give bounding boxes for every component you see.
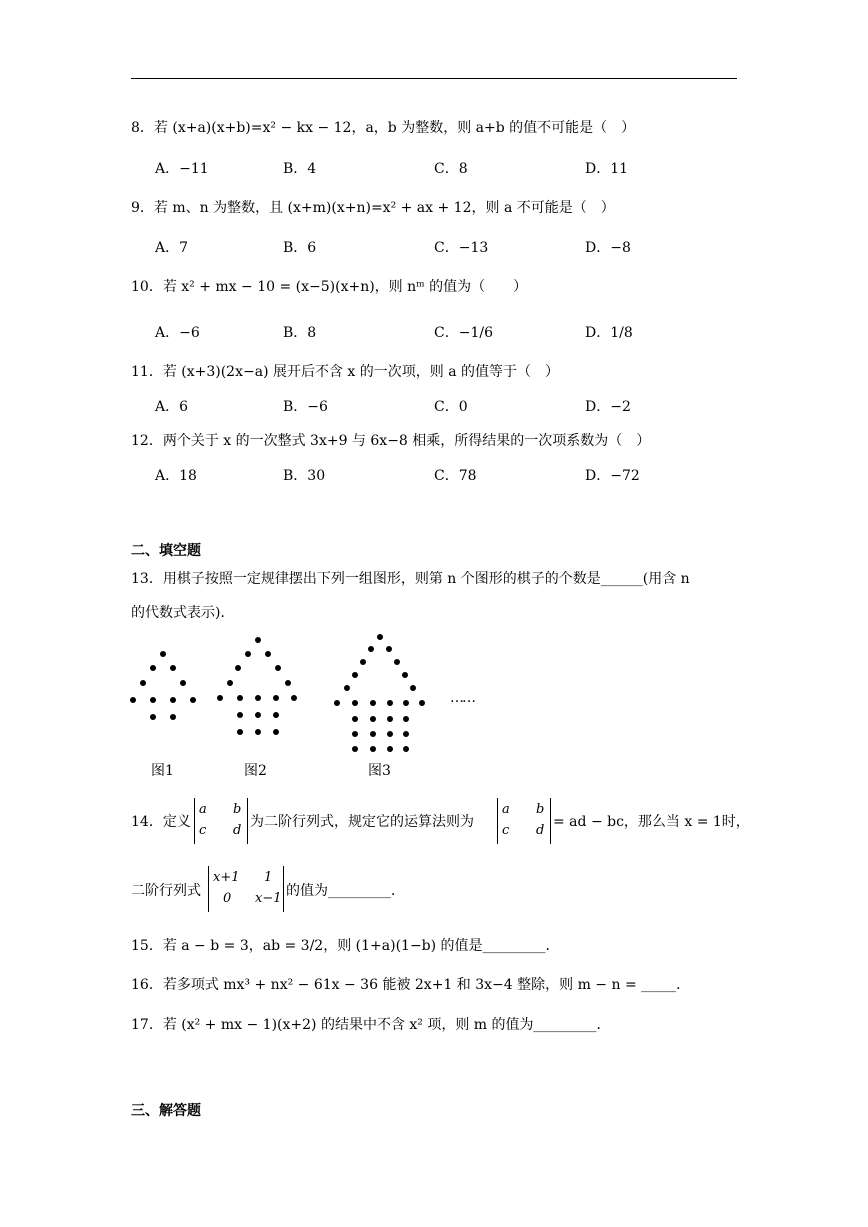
q12-option-b: B．30 bbox=[283, 468, 326, 484]
dot bbox=[245, 651, 251, 657]
det-c: c bbox=[199, 823, 207, 838]
dot bbox=[403, 731, 409, 737]
dot bbox=[255, 695, 261, 701]
dot bbox=[352, 746, 358, 752]
det-b: b bbox=[536, 802, 545, 817]
dot bbox=[344, 685, 350, 691]
q8-option-c: C．8 bbox=[434, 161, 468, 177]
q9-option-d: D．−8 bbox=[585, 240, 631, 256]
det2-21: 0 bbox=[223, 891, 232, 906]
dot bbox=[255, 712, 261, 718]
det-d: d bbox=[536, 823, 545, 838]
dot bbox=[387, 716, 393, 722]
dot bbox=[370, 731, 376, 737]
determinant-question bbox=[208, 866, 284, 912]
dot bbox=[386, 646, 392, 652]
det2-11: x+1 bbox=[213, 870, 240, 885]
dot bbox=[255, 637, 261, 643]
question-13-line2: 的代数式表示)． bbox=[131, 605, 235, 621]
question-8: 8．若 (x+a)(x+b)=x² − kx − 12，a，b 为整数，则 a+b 的值不可能是（ ） bbox=[131, 120, 636, 136]
dot bbox=[140, 680, 146, 686]
det-c: c bbox=[502, 823, 510, 838]
det-a: a bbox=[502, 802, 510, 817]
det2-22: x−1 bbox=[255, 891, 282, 906]
dot bbox=[387, 746, 393, 752]
dot bbox=[352, 716, 358, 722]
q9-option-c: C．−13 bbox=[434, 240, 489, 256]
dot bbox=[273, 712, 279, 718]
question-14-suffix: = ad − bc，那么当 x = 1时， bbox=[553, 814, 750, 830]
dot bbox=[170, 665, 176, 671]
dot bbox=[387, 731, 393, 737]
question-14-mid: 为二阶行列式，规定它的运算法则为 bbox=[250, 814, 474, 830]
q8-option-a: A．−11 bbox=[155, 161, 209, 177]
q10-option-d: D．1/8 bbox=[585, 325, 633, 341]
question-12: 12．两个关于 x 的一次整式 3x+9 与 6x−8 相乘，所得结果的一次项系数为（ ） bbox=[131, 433, 651, 449]
det-b: b bbox=[233, 802, 242, 817]
question-17: 17．若 (x² + mx − 1)(x+2) 的结果中不含 x² 项，则 m 的值为_________． bbox=[131, 1017, 611, 1033]
figure-2-label: 图2 bbox=[244, 763, 267, 779]
dot bbox=[360, 659, 366, 665]
question-11: 11．若 (x+3)(2x−a) 展开后不含 x 的一次项，则 a 的值等于（ ） bbox=[131, 364, 560, 380]
q9-option-a: A．7 bbox=[155, 240, 189, 256]
det-d: d bbox=[233, 823, 242, 838]
figure-3-label: 图3 bbox=[368, 763, 391, 779]
dot bbox=[334, 700, 340, 706]
question-13-line1: 13．用棋子按照一定规律摆出下列一组图形，则第 n 个图形的棋子的个数是______(用含 n bbox=[131, 571, 690, 587]
q11-option-d: D．−2 bbox=[585, 399, 631, 415]
dot bbox=[352, 672, 358, 678]
q11-option-c: C．0 bbox=[434, 399, 468, 415]
q10-option-a: A．−6 bbox=[155, 325, 200, 341]
dot bbox=[150, 697, 156, 703]
question-10: 10．若 x² + mx − 10 = (x−5)(x+n)，则 nᵐ 的值为（ ） bbox=[131, 279, 528, 295]
dot bbox=[370, 746, 376, 752]
question-15: 15．若 a − b = 3，ab = 3/2，则 (1+a)(1−b) 的值是_________． bbox=[131, 938, 560, 954]
q9-option-b: B．6 bbox=[283, 240, 317, 256]
question-14-line2-prefix: 二阶行列式 bbox=[131, 883, 201, 899]
dot bbox=[394, 659, 400, 665]
dot bbox=[237, 712, 243, 718]
dot bbox=[150, 714, 156, 720]
dot bbox=[150, 665, 156, 671]
dot bbox=[275, 665, 281, 671]
q8-option-b: B．4 bbox=[283, 161, 317, 177]
determinant-definition bbox=[194, 798, 248, 844]
dot bbox=[227, 680, 233, 686]
dot bbox=[387, 700, 393, 706]
determinant-rule bbox=[497, 798, 551, 844]
det-a: a bbox=[199, 802, 207, 817]
dot bbox=[352, 700, 358, 706]
dot bbox=[291, 695, 297, 701]
dot bbox=[170, 714, 176, 720]
dot bbox=[285, 680, 291, 686]
dot bbox=[180, 680, 186, 686]
dot bbox=[403, 746, 409, 752]
dot bbox=[352, 731, 358, 737]
dot bbox=[370, 700, 376, 706]
dot bbox=[403, 716, 409, 722]
header-rule bbox=[131, 78, 737, 79]
dot bbox=[419, 700, 425, 706]
dot bbox=[255, 729, 261, 735]
section-2-heading: 二、填空题 bbox=[131, 543, 201, 559]
dot bbox=[403, 700, 409, 706]
dot bbox=[160, 651, 166, 657]
det2-12: 1 bbox=[264, 870, 273, 885]
question-9: 9．若 m、n 为整数，且 (x+m)(x+n)=x² + ax + 12，则 a 不可能是（ ） bbox=[131, 200, 615, 216]
question-14-prefix: 14．定义 bbox=[131, 814, 191, 830]
dot bbox=[273, 729, 279, 735]
q11-option-a: A．6 bbox=[155, 399, 189, 415]
q12-option-d: D．−72 bbox=[585, 468, 640, 484]
dot bbox=[377, 634, 383, 640]
q10-option-b: B．8 bbox=[283, 325, 317, 341]
dot bbox=[237, 729, 243, 735]
q12-option-c: C．78 bbox=[434, 468, 477, 484]
figure-ellipsis: …… bbox=[450, 690, 474, 706]
figure-1-label: 图1 bbox=[151, 763, 174, 779]
dot bbox=[170, 697, 176, 703]
dot bbox=[130, 697, 136, 703]
dot bbox=[265, 651, 271, 657]
question-16: 16．若多项式 mx³ + nx² − 61x − 36 能被 2x+1 和 3x−4 整除，则 m − n = _____． bbox=[131, 977, 691, 993]
dot bbox=[410, 685, 416, 691]
dot bbox=[370, 716, 376, 722]
dot bbox=[273, 695, 279, 701]
q8-option-d: D．11 bbox=[585, 161, 629, 177]
dot bbox=[402, 672, 408, 678]
q10-option-c: C．−1/6 bbox=[434, 325, 493, 341]
dot bbox=[235, 665, 241, 671]
question-14-line2-suffix: 的值为_________． bbox=[286, 883, 405, 899]
section-3-heading: 三、解答题 bbox=[131, 1103, 201, 1119]
dot bbox=[368, 646, 374, 652]
dot bbox=[217, 695, 223, 701]
q11-option-b: B．−6 bbox=[283, 399, 328, 415]
dot bbox=[237, 695, 243, 701]
q12-option-a: A．18 bbox=[155, 468, 197, 484]
dot bbox=[190, 697, 196, 703]
